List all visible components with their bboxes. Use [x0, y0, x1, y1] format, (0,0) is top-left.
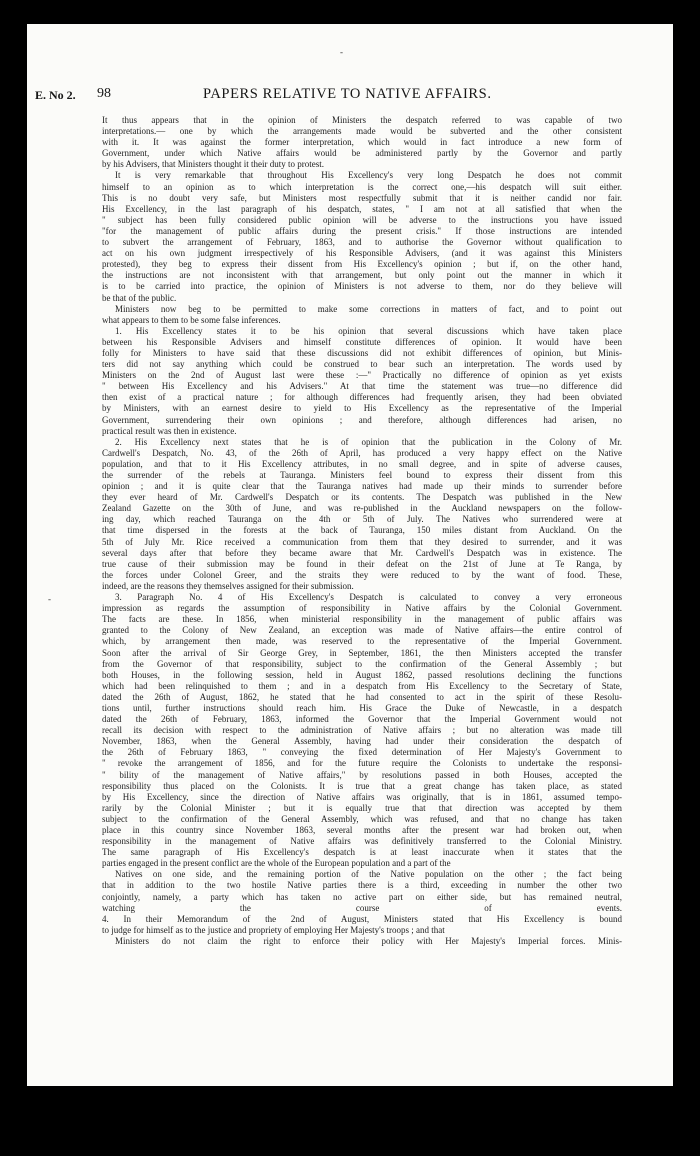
text-line: " subject has been fully considered public opinion will be adverse to the instructions you have issued	[102, 214, 622, 225]
text-line: indeed, are the reasons they themselves assigned for their submission.	[102, 580, 354, 591]
text-line: which, by arrangement then made, was reserved to the representative of the Imperial Government.	[102, 636, 622, 647]
text-line: the forces under Colonel Greer, and the straits they were reduced to by the want of food. These,	[102, 569, 622, 580]
text-line: which had been relinquished to them ; and in a despatch from His Excellency to the Secretary of State,	[102, 680, 622, 691]
text-line: rarily by the Colonial Minister ; but it is equally true that that direction was accepted by them	[102, 802, 622, 813]
text-line: with it. It was against the former interpretation, which would in fact introduce a new form of	[102, 137, 622, 148]
text-line: subject to the confirmation of the General Assembly, which was refused, and that no change has taken	[102, 813, 622, 824]
text-line: The same paragraph of His Excellency's despatch is at least inaccurate when it states that the	[102, 847, 622, 858]
text-line: that in addition to the two hostile Native parties there is a third, exceeding in number the other two	[102, 880, 622, 891]
text-line: practical result was then in existence.	[102, 425, 237, 436]
text-line: " revoke the arrangement of 1856, and for the future require the Colonists to undertake the responsi-	[102, 758, 622, 769]
text-line: Zealand Gazette on the 30th of June, and was re-published in the Auckland newspapers on the follow-	[102, 503, 622, 514]
text-line: the 26th of February 1863, " conveying the fixed determination of Her Majesty's Government to	[102, 747, 622, 758]
text-line: Natives on one side, and the remaining portion of the Native population on the other ; the fact being	[115, 869, 622, 880]
text-line: impression as regards the assumption of responsibility in Native affairs by the Colonial Government.	[102, 603, 622, 614]
text-line: November, 1863, when the General Assembly, having had under their consideration the despatch of	[102, 736, 622, 747]
text-line: the surrender of the rebels at Tauranga. Ministers feel bound to express their dissent from this	[102, 470, 622, 480]
text-line: This is no doubt very safe, but Ministers most respectfully submit that it is neither candid nor fair.	[102, 192, 622, 203]
text-line: recall its decision with respect to the administration of Native affairs ; but no alteration was made till	[102, 725, 622, 736]
text-line: 2. His Excellency next states that he is of opinion that the publication in the Colony of Mr.	[115, 436, 622, 447]
text-line: between his Responsible Advisers and himself constitute differences of opinion. It would have been	[102, 336, 622, 347]
text-line: several days after that before they became aware that Mr. Cardwell's Despatch was in existence. The	[102, 547, 622, 558]
text-line: responsibility in the management of Native affairs was definitively transferred to the Colonial Ministry.	[102, 836, 622, 847]
text-line: Cardwell's Despatch, No. 43, of the 26th of April, has produced a very happy effect on the Native	[102, 447, 622, 458]
text-line: Government, under which Native affairs would be administered partly by the Governor and partly	[102, 148, 622, 159]
page-title: PAPERS RELATIVE TO NATIVE AFFAIRS.	[203, 86, 492, 102]
text-line: dated the 26th of August, 1862, he stated that he had consented to act in the spirit of these Resolu-	[102, 691, 622, 702]
text-line: ters did not say anything which could be construed to bear such an interpretation. The words used by	[102, 359, 622, 370]
text-line: opinion ; and it is quite clear that the Tauranga natives had made up their minds to surrender before	[102, 481, 622, 492]
text-line: act on his own judgment irrespectively of his Responsible Advisers, (and it was against this Ministers	[102, 248, 622, 259]
text-line: by Ministers, with an earnest desire to yield to His Excellency as the representative of the Imperial	[102, 403, 622, 414]
page-header	[27, 86, 673, 106]
text-line: protested), they beg to express their dissent from His Excellency's opinion ; but if, on the other hand,	[102, 259, 622, 270]
document-reference: E. No 2.	[35, 88, 76, 102]
text-line: It is very remarkable that throughout His Excellency's very long Despatch he does not commit	[115, 170, 622, 181]
text-line: " bility of the management of Native affairs," by resolutions passed in both Houses, accepted the	[102, 769, 622, 780]
text-line: Ministers do not claim the right to enforce their policy with Her Majesty's Imperial forces. Minis-	[115, 935, 622, 946]
text-line: place in this country since November 1863, several months after the present war had broken out, when	[102, 825, 622, 835]
text-line: watching the course of events.	[102, 902, 622, 913]
text-line: both Houses, in the following session, held in August 1862, passed resolutions declining the functions	[102, 669, 622, 680]
text-line: by his Advisers, that Ministers thought it their duty to protest.	[102, 159, 324, 170]
text-line: 5th of July Mr. Rice received a communication from them that they desired to surrender, and it was	[102, 536, 622, 547]
margin-mark: -	[48, 594, 51, 604]
document-body	[102, 115, 622, 947]
text-line: what appears to them to be some false inferences.	[102, 314, 281, 325]
text-line: tions until, further instructions should reach him. His Grace the Duke of Newcastle, in a despatch	[102, 702, 622, 713]
document-page	[27, 24, 673, 1086]
text-line: "for the management of public affairs during the present crisis." If those instructions are intended	[102, 225, 622, 236]
top-mark: -	[340, 47, 343, 57]
text-line: to judge for himself as to the justice and propriety of employing Her Majesty's troops ; and that	[102, 924, 445, 935]
text-line: be that of the public.	[102, 292, 177, 303]
text-line: interpretations.— one by which the arrangements made would be subverted and the other consistent	[102, 126, 622, 137]
text-line: It thus appears that in the opinion of Ministers the despatch referred to was capable of two	[102, 115, 622, 125]
text-line: Ministers on the 2nd of August last were these :—" Practically no difference of opinion as yet exists	[102, 370, 622, 381]
text-line: the instructions are not inconsistent with that arrangement, but only point out the manner in which it	[102, 270, 622, 281]
text-line: 1. His Excellency states it to be his opinion that several discussions which have taken place	[115, 325, 622, 336]
text-line: Ministers now beg to be permitted to make some corrections in matters of fact, and to point out	[115, 303, 622, 314]
text-line: His Excellency, in the last paragraph of his despatch, states, " I am not at all satisfied that when the	[102, 203, 622, 214]
text-line: folly for Ministers to have said that these discussions did not exhibit differences of opinion, but Minis-	[102, 347, 622, 358]
text-line: 4. In their Memorandum of the 2nd of August, Ministers stated that His Excellency is bound	[102, 913, 622, 924]
text-line: parties engaged in the present conflict are the whole of the European population and a part of the	[102, 858, 451, 869]
text-line: they ever heard of Mr. Cardwell's Despatch or its contents. The Despatch was published in the New	[102, 492, 622, 503]
text-line: is to be carried into practice, the opinion of Ministers is not adverse to them, nor do they believe will	[102, 281, 622, 292]
text-line: " between His Excellency and his Advisers." At that time the statement was true—no difference did	[102, 381, 622, 392]
text-line: granted to the Colony of New Zealand, an exception was made of Native affairs—the entire control of	[102, 625, 622, 636]
text-line: true cause of their submission may be found in their defeat on the 21st of June at Te Ranga, by	[102, 558, 622, 569]
text-line: then exist of a practical nature ; for although differences had frequently arisen, they had been obviated	[102, 392, 622, 403]
text-line: Soon after the arrival of Sir George Grey, in September, 1861, the then Ministers accepted the transfer	[102, 647, 622, 658]
text-line: from the Governor of that responsibility, subject to the confirmation of the General Assembly ; but	[102, 658, 622, 669]
text-line: himself to an opinion as to which interpretation is the correct one,—his despatch will suit either.	[102, 181, 622, 192]
text-line: by His Excellency, since the direction of Native affairs was originally, that is in 1861, assumed tempo-	[102, 791, 622, 802]
text-line: Government, surrendering their own opinions ; and therefore, although differences had arisen, no	[102, 414, 622, 425]
text-line: ing day, which reached Tauranga on the 4th or 5th of July. The Natives who surrendered were at	[102, 514, 622, 525]
text-line: responsibility thus placed on the Colonists. It is true that a great change has taken place, as stated	[102, 780, 622, 791]
text-line: to subvert the arrangement of February, 1863, and to authorise the Governor without qualification to	[102, 237, 622, 248]
text-line: population, and that to it His Excellency attributes, in no small degree, and in spite of adverse causes,	[102, 458, 622, 469]
text-line: dated the 26th of February, 1863, informed the Governor that the Imperial Government would not	[102, 714, 622, 725]
text-line: that time dispersed in the forests at the back of Tauranga, 150 miles distant from Auckland. On the	[102, 525, 622, 536]
text-line: 3. Paragraph No. 4 of His Excellency's Despatch is calculated to convey a very erroneous	[115, 592, 622, 603]
text-line: conjointly, namely, a party which has taken no active part on either side, but has remained neutral,	[102, 891, 622, 902]
page-number: 98	[97, 86, 111, 101]
text-line: The facts are these. In 1856, when ministerial responsibility in the management of public affairs was	[102, 614, 622, 625]
